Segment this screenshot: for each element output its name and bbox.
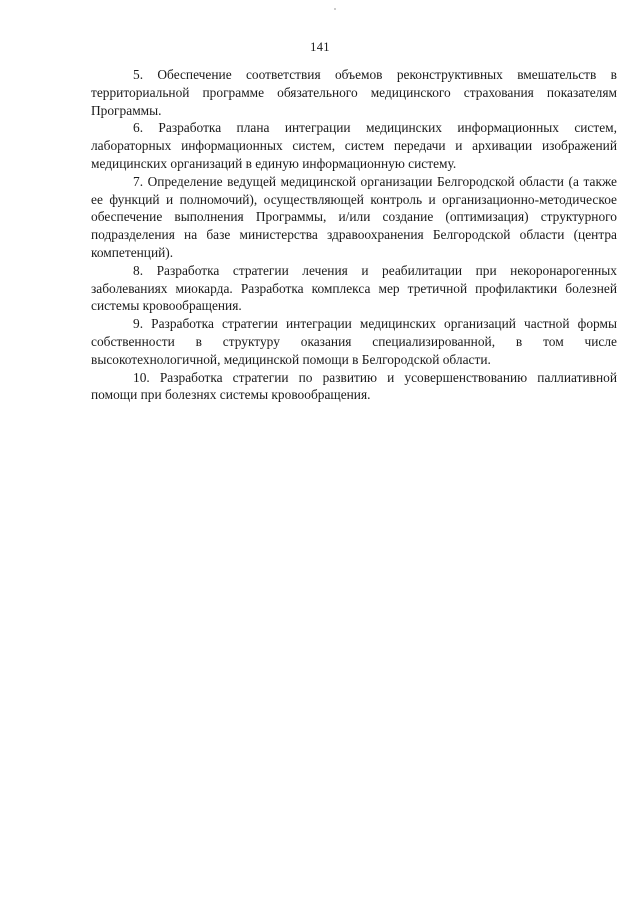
- document-body: [91, 66, 617, 404]
- paragraph-item-6: 6. Разработка плана интеграции медицинских информационных систем, лабораторных информационных систем, систем передачи и архивации изображений медицинских организаций в единую информационную систему.: [91, 120, 617, 171]
- paragraph-item-10: 10. Разработка стратегии по развитию и усовершенствованию паллиативной помощи при болезнях системы кровообращения.: [91, 369, 617, 403]
- paragraph-item-8: 8. Разработка стратегии лечения и реабилитации при некоронарогенных заболеваниях миокарда. Разработка комплекса мер третичной профилактики болезней системы кровообращения.: [91, 262, 617, 314]
- paragraph-item-9: 9. Разработка стратегии интеграции медицинских организаций частной формы собственности в структуру оказания специализированной, в том числе высокотехнологичной, медицинской помощи в Белгородской области.: [91, 316, 617, 367]
- scan-dot: [334, 8, 336, 10]
- page-number: 141: [310, 40, 330, 54]
- paragraph-item-7: 7. Определение ведущей медицинской организации Белгородской области (а также ее функций и полномочий), осуществляющей контроль и организационно-методическое обеспечение выполнения Программы, и/или создание (оптимизация) структурного подразделения на базе министерства здравоохранения Белгородской области (центра компетенций).: [91, 173, 617, 260]
- paragraph-item-5: 5. Обеспечение соответствия объемов реконструктивных вмешательств в территориальной программе обязательного медицинского страхования показателям Программы.: [91, 67, 617, 118]
